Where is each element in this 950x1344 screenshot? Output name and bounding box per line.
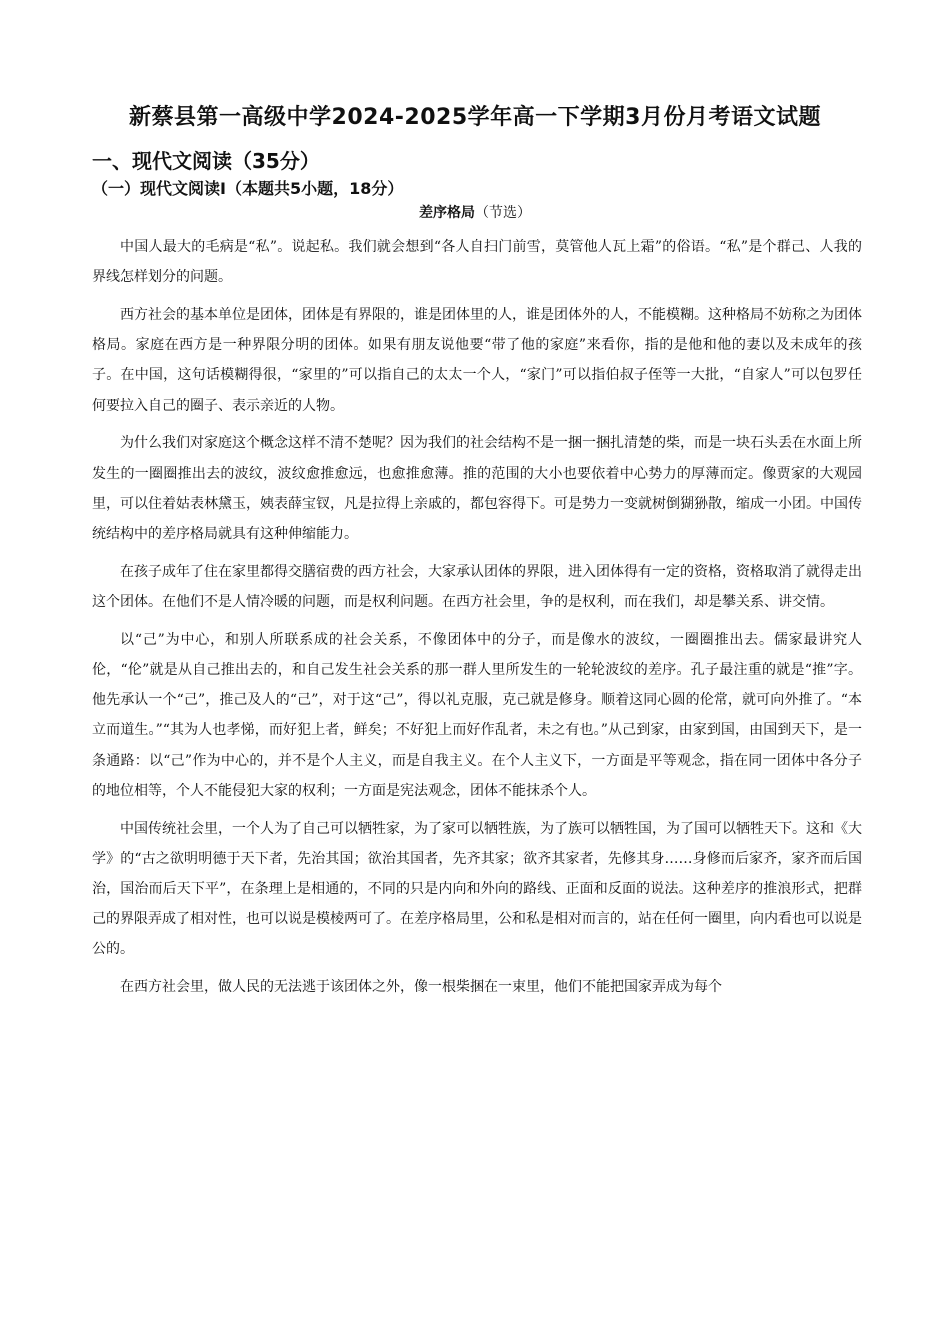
paragraph: 中国人最大的毛病是“私”。说起私。我们就会想到“各人自扫门前雪，莫管他人瓦上霜”的俗语。“私”是个群己、人我的界线怎样划分的问题。 xyxy=(92,239,862,286)
paragraph: 中国传统社会里，一个人为了自己可以牺牲家，为了家可以牺牲族，为了族可以牺牲国，为了国可以牺牲天下。这和《大学》的“古之欲明明德于天下者，先治其国；欲治其国者，先齐其家；欲齐其家者，先修其身……身修而后家齐，家齐而后国治，国治而后天下平”，在条理上是相通的，不同的只是内向和外向的路线、正面和反面的说法。这种差序的推浪形式，把群己的界限弄成了相对性，也可以说是模棱两可了。在差序格局里，公和私是相对而言的，站在任何一圈里，向内看也可以说是公的。 xyxy=(92,820,862,958)
article-title-line xyxy=(0,202,950,222)
paragraph: 以“己”为中心，和别人所联系成的社会关系，不像团体中的分子，而是像水的波纹，一圈圈推出去。儒家最讲究人伦，“伦”就是从自己推出去的，和自己发生社会关系的那一群人里所发生的一轮轮波纹的差序。孔子最注重的就是“推”字。他先承认一个“己”，推己及人的“己”，对于这“己”，得以礼克服，克己就是修身。顺着这同心圆的伦常，就可向外推了。“本立而道生。”“其为人也孝悌，而好犯上者，鲜矣；不好犯上而好作乱者，未之有也。”从己到家，由家到国，由国到天下，是一条通路：以“己”作为中心的，并不是个人主义，而是自我主义。在个人主义下，一方面是平等观念，指在同一团体中各分子的地位相等，个人不能侵犯大家的权利；一方面是宪法观念，团体不能抹杀个人。 xyxy=(92,631,862,799)
subsection-heading: （一）现代文阅读Ⅰ（本题共5小题，18分） xyxy=(92,179,404,198)
exam-title: 新蔡县第一高级中学2024-2025学年高一下学期3月份月考语文试题 xyxy=(129,105,821,130)
article-body xyxy=(92,232,862,1010)
paragraph: 在孩子成年了住在家里都得交膳宿费的西方社会，大家承认团体的界限，进入团体得有一定的资格，资格取消了就得走出这个团体。在他们不是人情冷暖的问题，而是权利问题。在西方社会里，争的是权利，而在我们，却是攀关系、讲交情。 xyxy=(92,563,862,611)
paragraph: 西方社会的基本单位是团体，团体是有界限的，谁是团体里的人，谁是团体外的人，不能模糊。这种格局不妨称之为团体格局。家庭在西方是一种界限分明的团体。如果有朋友说他要“带了他的家庭”来看你，指的是他和他的妻以及未成年的孩子。在中国，这句话模糊得很，“家里的”可以指自己的太太一个人，“家门”可以指伯叔子侄等一大批，“自家人”可以包罗任何要拉入自己的圈子、表示亲近的人物。 xyxy=(92,307,862,414)
paragraph: 在西方社会里，做人民的无法逃于该团体之外，像一根柴捆在一束里，他们不能把国家弄成为每个 xyxy=(120,979,722,996)
paragraph: 为什么我们对家庭这个概念这样不清不楚呢？因为我们的社会结构不是一捆一捆扎清楚的柴，而是一块石头丢在水面上所发生的一圈圈推出去的波纹，波纹愈推愈远，也愈推愈薄。推的范围的大小也要依着中心势力的厚薄而定。像贾家的大观园里，可以住着姑表林黛玉，姨表薛宝钗，凡是拉得上亲戚的，都包容得下。可是势力一变就树倒猢狲散，缩成一小团。中国传统结构中的差序格局就具有这种伸缩能力。 xyxy=(92,435,862,543)
section-heading: 一、现代文阅读（35分） xyxy=(92,149,320,173)
article-note: （节选） xyxy=(475,205,531,221)
article-title: 差序格局 xyxy=(419,205,475,221)
